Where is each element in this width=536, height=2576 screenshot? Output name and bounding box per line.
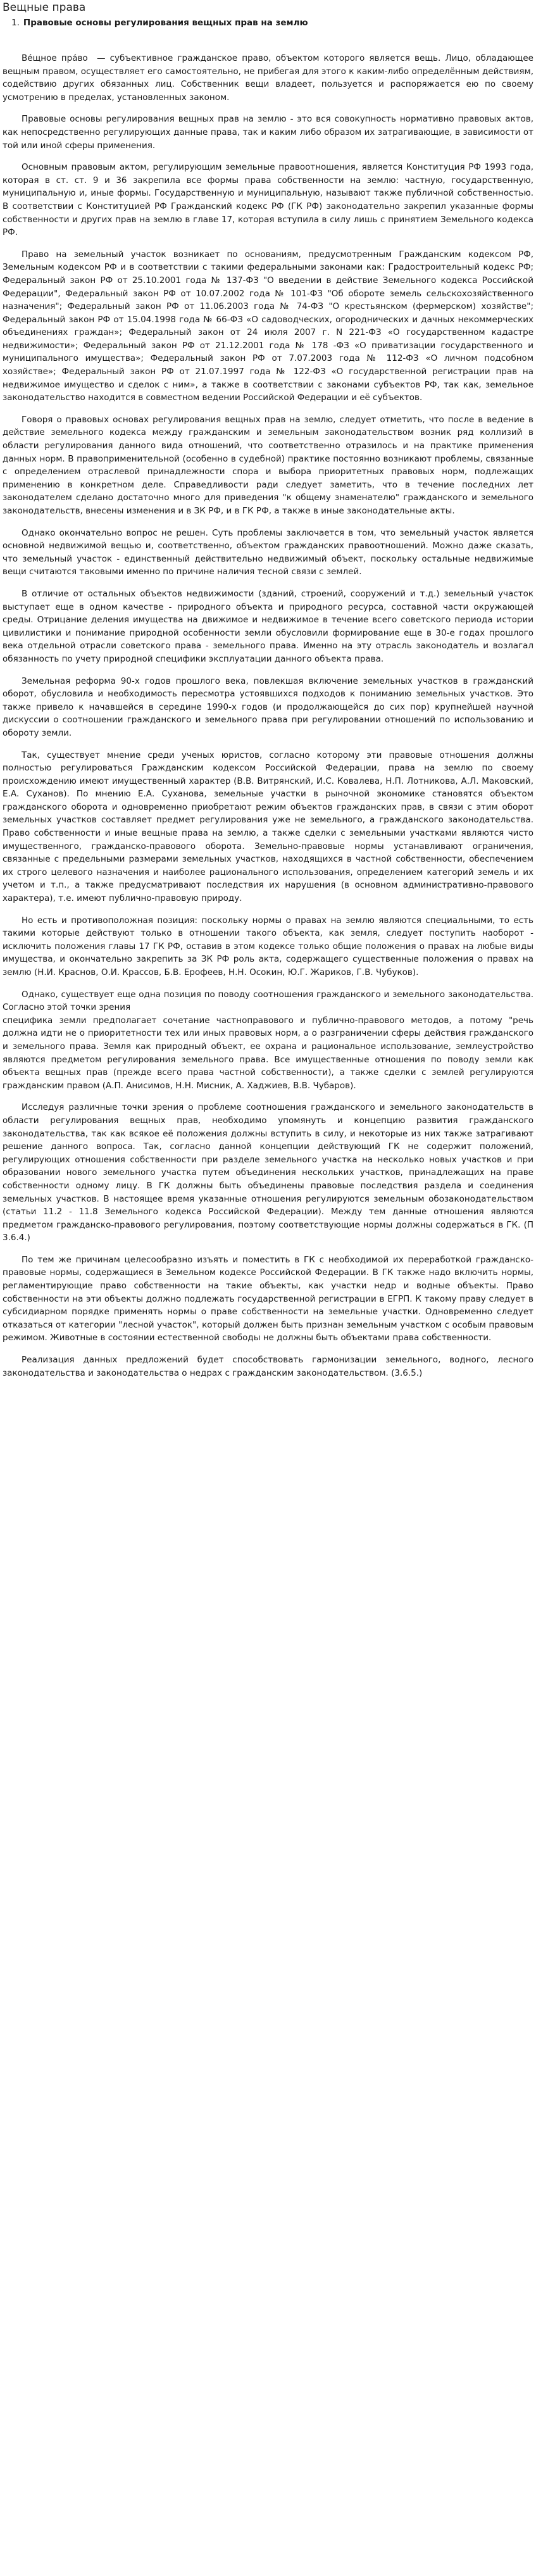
paragraph: Право на земельный участок возникает по основаниям, предусмотренным Гражданским кодексом РФ, Земельным кодексом РФ и в соответствии с такими федеральными законами как: Градостроительный кодекс РФ; Федеральный закон РФ от 25.10.2001 года № 137-ФЗ "О введении в действие Земельного кодекса Российской Федерации", Федеральный закон РФ от 10.07.2002 года № 101-ФЗ "Об обороте земель сельскохозяйственного назначения"; Федеральный закон РФ от 11.06.2003 года № 74-ФЗ "О крестьянском (фермерском) хозяйстве"; Федеральный закон РФ от 15.04.1998 года № 66-ФЗ «О садоводческих, огороднических и дачных некоммерческих объединениях граждан»; Федеральный закон от 24 июля 2007 г. N 221-ФЗ «О государственном кадастре недвижимости»; Федеральный закон РФ от 21.12.2001 года № 178 -ФЗ «О приватизации государственного и муниципального имущества»; Федеральный закон РФ от 7.07.2003 года № 112-ФЗ «О личном подсобном хозяйстве»; Федеральный закон РФ от 21.07.1997 года № 122-ФЗ «О государственной регистрации прав на недвижимое имущество и сделок с ним», а также в соответствии с законами субъектов РФ, так как, земельное законодательство находится в совместном ведении Российской Федерации и её субъектов. <box>3 249 536 403</box>
paragraph: По тем же причинам целесообразно изъять и поместить в ГК с необходимой их переработкой гражданско-правовые нормы, содержащиеся в Земельном кодексе Российской Федерации. В ГК также надо включить нормы, регламентирующие право собственности на такие объекты, как участки недр и водные объекты. Право собственности на эти объекты должно подлежать государственной регистрации в ЕГРП. К такому праву следует в субсидиарном порядке применять нормы о праве собственности на земельные участки. Одновременно следует отказаться от категории "лесной участок", который должен быть признан земельным участком с особым правовым режимом. Животные в состоянии естественной свободы не должны быть объектами права собственности. <box>3 1254 536 1343</box>
page-title: Вещные права <box>3 1 86 14</box>
paragraph: Говоря о правовых основах регулирования вещных прав на землю, следует отметить, что после в ведение в действие земельного кодекса между гражданским и земельным законодательством возник ряд коллизий в области регулирования данного вида отношений, что соответственно отразилось и на практике применения данных норм. В правоприменительной (особенно в судебной) практике постоянно возникают проблемы, связанные с определением отраслевой принадлежности спора и выбора приоритетных правовых норм, подлежащих применению в конкретном деле. Справедливости ради следует заметить, что в течение последних лет законодателем сделано достаточно много для приведения "к общему знаменателю" гражданского и земельного законодательств, внесены изменения и в ЗК РФ, и в ГК РФ, а также в иные законодательные акты. <box>3 414 536 516</box>
paragraph: Однако, существует еще одна позиция по поводу соотношения гражданского и земельного законодательства. Согласно этой точки зрения специфика земли предполагает сочетание частноправового и публично-правового методов, а потому "речь должна идти не о приоритетности тех или иных правовых норм, а о разграничении сферы действия гражданского и земельного права. Земля как природный объект, ее охрана и рациональное использование, землеустройство являются предметом регулирования земельного права. Все имущественные отношения по поводу земли как объекта вещных прав (прежде всего права частной собственности), а также сделки с землей регулируются гражданским правом (А.П. Анисимов, Н.Н. Мисник, А. Хаджиев, В.В. Чубаров). <box>3 989 533 1091</box>
paragraph: Исследуя различные точки зрения о проблеме соотношения гражданского и земельного законодательств в области регулирования вещных прав, необходимо упомянуть и концепцию развития гражданского законодательства, так как всякое её положения должны вступить в силу, и некоторые из них также затрагивают решение данного вопроса. Так, согласно данной концепции действующий ГК не содержит положений, регулирующих отношения собственности при разделе земельного участка на несколько новых участков и при образовании нового земельного участка путем объединения нескольких участков, принадлежащих на праве собственности одному лицу. В ГК должны быть объединены правовые последствия раздела и соединения земельных участков. В настоящее время указанные отношения регулируются земельным обозаконодательством (статьи 11.2 - 11.8 Земельного кодекса Российской Федерации). Между тем данные отношения являются предметом гражданско-правового регулирования, поэтому соответствующие нормы должны содержаться в ГК. (П 3.6.4.) <box>3 1102 536 1243</box>
section-heading-text: Правовые основы регулирования вещных прав на землю <box>23 18 308 28</box>
paragraph: Правовые основы регулирования вещных прав на землю - это вся совокупность нормативно правовых актов, как непосредственно регулирующих данные права, так и каким либо образом их затрагивающие, в зависимости от той или иной сферы применения. <box>3 114 536 151</box>
section-heading <box>3 18 533 28</box>
paragraph: Основным правовым актом, регулирующим земельные правоотношения, является Конституция РФ 1993 года, которая в ст. ст. 9 и 36 закрепила все формы права собственности на землю: частную, государственную, муниципальную и, иные формы. Государственную и муниципальную, называют также публичной собственностью. В соответствии с Конституцией РФ Гражданский кодекс РФ (ГК РФ) законодательно закрепил указанные формы собственности и других прав на землю в главе 17, которая вступила в силу лишь с принятием Земельного кодекса РФ. <box>3 162 536 238</box>
document-page <box>0 1 536 1379</box>
section-number: 1. <box>11 18 20 28</box>
paragraph: В отличие от остальных объектов недвижимости (зданий, строений, сооружений и т.д.) земельный участок выступает еще в одном качестве - природного объекта и природного ресурса, составной части окружающей среды. Отрицание деления имущества на движимое и недвижимое в течение всего советского периода истории цивилистики и понимание природной особенности земли обусловили формирование еще в 30-е годах прошлого века отдельной отрасли советского права - земельного права. Именно на эту отрасль законодатель и возлагал обязанность по учету природной специфики эксплуатации данного объекта права. <box>3 588 536 664</box>
paragraph: Так, существует мнение среди ученых юристов, согласно которому эти правовые отношения должны полностью регулироваться Гражданским кодексом Российской Федерации, права на землю по своему происхождению имеют имущественный характер (В.В. Витрянский, И.С. Ковалева, Н.П. Лотникова, А.Л. Маковский, Е.А. Суханов). По мнению Е.А. Суханова, земельные участки в рыночной экономике становятся объектом гражданского оборота и одновременно приобретают режим объектов гражданских прав, в связи с этим оборот земельных участков составляет предмет регулирования уже не земельного, а гражданского законодательства. Право собственности и иные вещные права на землю, а также сделки с земельными участками являются чисто имущественного, гражданско-правового оборота. Земельно-правовые нормы устанавливают ограничения, связанные с предельными размерами земельных участков, находящихся в частной собственности, обеспечением их строго целевого назначения и наиболее рационального использования, определением категорий земель и их учетом и т.п., а также предусматривают последствия их нарушения (в основном административно-правового характера), т.е. имеют публично-правовую природу. <box>3 750 536 904</box>
paragraph: Вéщное прáво — субъективное гражданское право, объектом которого является вещь. Лицо, обладающее вещным правом, осуществляет его самостоятельно, не прибегая для этого к каким-либо определённым действиям, содействию других обязанных лиц. Собственник вещи владеет, пользуется и распоряжается ею по своему усмотрению в пределах, установленных законом. <box>3 53 536 103</box>
paragraph: Но есть и противоположная позиция: поскольку нормы о правах на землю являются специальными, то есть такими которые действуют только в отношении такого объекта, как земля, следует поступить наоборот - исключить положения главы 17 ГК РФ, оставив в этом кодексе только общие положения о правах на любые виды имущества, и окончательно закрепить за ЗК РФ роль акта, содержащего существенные положения о правах на землю (Н.И. Краснов, О.И. Крассов, Б.В. Ерофеев, Н.Н. Осокин, Ю.Г. Жариков, Г.В. Чубуков). <box>3 915 536 977</box>
paragraph: Земельная реформа 90-х годов прошлого века, повлекшая включение земельных участков в гражданский оборот, обусловила и необходимость пересмотра устоявшихся подходов к пониманию земельных участков. Это также привело к начавшейся в середине 1990-х годов (и продолжающейся до сих пор) крупнейшей научной дискуссии о соотношении гражданского и земельного права при регулировании отношений по использованию и обороту земли. <box>3 675 536 738</box>
paragraph: Реализация данных предложений будет способствовать гармонизации земельного, водного, лесного законодательства и законодательства о недрах с гражданским законодательством. (3.6.5.) <box>3 1355 536 1378</box>
paragraph: Однако окончательно вопрос не решен. Суть проблемы заключается в том, что земельный участок является основной недвижимой вещью и, соответственно, объектом гражданских правоотношений. Можно даже сказать, что земельный участок - единственный действительно недвижимый объект, поскольку остальные недвижимые вещи считаются таковыми именно по причине наличия тесной связи с землей. <box>3 527 536 577</box>
